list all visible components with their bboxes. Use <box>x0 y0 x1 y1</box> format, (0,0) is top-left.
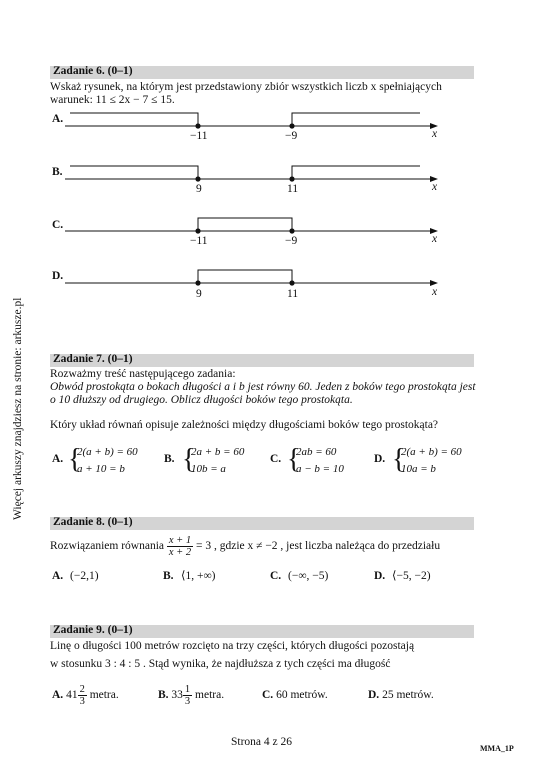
task8-option-b-label[interactable]: B. <box>163 570 174 582</box>
task7-italic-line2: o 10 dłuższy od drugiego. Oblicz długości boków tego prostokąta. <box>50 394 353 406</box>
task9-option-d[interactable] <box>368 688 434 702</box>
task7-option-d-eq2: 10a = b <box>401 463 436 475</box>
task6-option-d-numberline <box>60 266 450 302</box>
task8-equation-line <box>50 531 440 561</box>
task6-option-d-label[interactable]: D. <box>52 270 64 282</box>
task7-option-a-system <box>68 444 158 478</box>
task9-option-b-den: 3 <box>184 695 191 707</box>
task7-option-a-eq2: a + 10 = b <box>77 463 125 475</box>
task6-option-b-numberline <box>60 162 450 198</box>
task9-option-a[interactable] <box>52 680 119 710</box>
task7-italic-line1: Obwód prostokąta o bokach długości a i b jest równy 60. Jeden z boków tego prostokąta jest <box>50 381 476 393</box>
brace-icon: { <box>68 444 82 475</box>
task9-option-b-label: B. <box>158 689 169 701</box>
task7-option-b-eq2: 10b = a <box>191 463 226 475</box>
task6-option-a-label[interactable]: A. <box>52 113 64 125</box>
task8-frac-denominator: x + 2 <box>168 546 192 558</box>
task7-option-b-eq1: 2a + b = 60 <box>191 446 245 458</box>
task7-intro: Rozważmy treść następującego zadania: <box>50 368 236 380</box>
task9-option-d-text: 25 metrów. <box>382 689 434 701</box>
task6-line1: Wskaż rysunek, na którym jest przedstawiony zbiór wszystkich liczb x spełniających <box>50 81 442 93</box>
task9-option-b-whole: 33 <box>171 689 183 701</box>
exam-code: MMA_1P <box>480 744 514 753</box>
task6-option-b-label[interactable]: B. <box>52 166 63 178</box>
task7-option-a-eq1: 2(a + b) = 60 <box>77 446 138 458</box>
task9-option-a-label: A. <box>52 689 64 701</box>
task6-header-bar <box>50 66 474 79</box>
task6-option-b-left-value: 9 <box>196 183 202 195</box>
task8-option-b-value: ⟨1, +∞) <box>181 570 216 582</box>
task6-option-c-right-value: −9 <box>285 235 298 247</box>
task6-header: Zadanie 6. (0–1) <box>53 65 133 77</box>
task7-option-d-eq1: 2(a + b) = 60 <box>401 446 462 458</box>
task9-header-bar <box>50 625 474 638</box>
task9-option-a-fraction <box>78 684 87 707</box>
task9-option-a-whole: 41 <box>66 689 78 701</box>
task7-option-d-label[interactable]: D. <box>374 453 386 465</box>
task6-option-c-label[interactable]: C. <box>52 219 64 231</box>
task7-option-a-label[interactable]: A. <box>52 453 64 465</box>
brace-icon: { <box>287 444 301 475</box>
task8-fraction <box>167 535 193 558</box>
page-number: Strona 4 z 26 <box>231 736 293 748</box>
task9-line2: w stosunku 3 : 4 : 5 . Stąd wynika, że najdłuższa z tych części ma długość <box>50 658 391 670</box>
task7-option-b-system <box>182 444 272 478</box>
task7-option-c-label[interactable]: C. <box>270 453 282 465</box>
task6-option-b-axis: x <box>432 181 438 193</box>
task7-option-b-label[interactable]: B. <box>164 453 175 465</box>
task9-option-c[interactable] <box>262 688 328 702</box>
task6-option-c-left-value: −11 <box>190 235 208 247</box>
task7-option-d-system <box>392 444 482 478</box>
task8-prefix: Rozwiązaniem równania <box>50 540 164 552</box>
task9-option-c-text: 60 metrów. <box>276 689 328 701</box>
task8-header-bar <box>50 517 474 530</box>
task9-option-b[interactable] <box>158 680 224 710</box>
task7-option-c-eq1: 2ab = 60 <box>296 446 337 458</box>
task6-option-b-right-value: 11 <box>287 183 299 195</box>
task6-option-a-axis: x <box>432 128 438 140</box>
task6-option-c-numberline <box>60 214 450 250</box>
task6-line2: warunek: 11 ≤ 2x − 7 ≤ 15. <box>50 94 175 106</box>
task9-option-b-unit: metra. <box>195 689 225 701</box>
task7-header-bar <box>50 354 474 367</box>
task9-header: Zadanie 9. (0–1) <box>53 624 133 636</box>
task8-eq-rest: = 3 , gdzie x ≠ −2 , jest liczba należąca do przedziału <box>196 540 441 552</box>
task7-question: Który układ równań opisuje zależności między długościami boków tego prostokąta? <box>50 419 439 431</box>
task6-option-a-left-value: −11 <box>190 130 208 142</box>
task9-option-a-unit: metra. <box>89 689 119 701</box>
task9-option-c-label: C. <box>262 689 274 701</box>
task9-line1: Linę o długości 100 metrów rozcięto na trzy części, których długości pozostają <box>50 640 415 652</box>
task8-option-d-label[interactable]: D. <box>374 570 386 582</box>
task8-option-c-label[interactable]: C. <box>270 570 282 582</box>
task6-option-d-right-value: 11 <box>287 288 299 300</box>
task8-option-a-label[interactable]: A. <box>52 570 64 582</box>
task8-option-a-value: (−2,1) <box>70 570 99 582</box>
task7-option-c-eq2: a − b = 10 <box>296 463 344 475</box>
task6-option-a-numberline <box>60 108 450 144</box>
task8-option-c-value: (−∞, −5) <box>288 570 329 582</box>
brace-icon: { <box>392 444 406 475</box>
task6-option-a-right-value: −9 <box>285 130 298 142</box>
brace-icon: { <box>182 444 196 475</box>
task9-option-b-num: 1 <box>184 683 191 695</box>
task9-option-a-num: 2 <box>79 683 85 695</box>
task7-header: Zadanie 7. (0–1) <box>53 353 133 365</box>
task8-header: Zadanie 8. (0–1) <box>53 516 133 528</box>
task9-option-d-label: D. <box>368 689 380 701</box>
task6-option-d-axis: x <box>432 286 438 298</box>
task8-option-d-value: ⟨−5, −2) <box>392 570 431 582</box>
task9-option-b-fraction <box>183 684 192 707</box>
task6-option-d-left-value: 9 <box>196 288 202 300</box>
task9-option-a-den: 3 <box>79 695 85 707</box>
side-watermark-text: Więcej arkuszy znajdziesz na stronie: arkusze.pl <box>12 297 24 520</box>
task7-option-c-system <box>287 444 377 478</box>
task8-frac-numerator: x + 1 <box>168 534 192 546</box>
task6-option-c-axis: x <box>432 233 438 245</box>
